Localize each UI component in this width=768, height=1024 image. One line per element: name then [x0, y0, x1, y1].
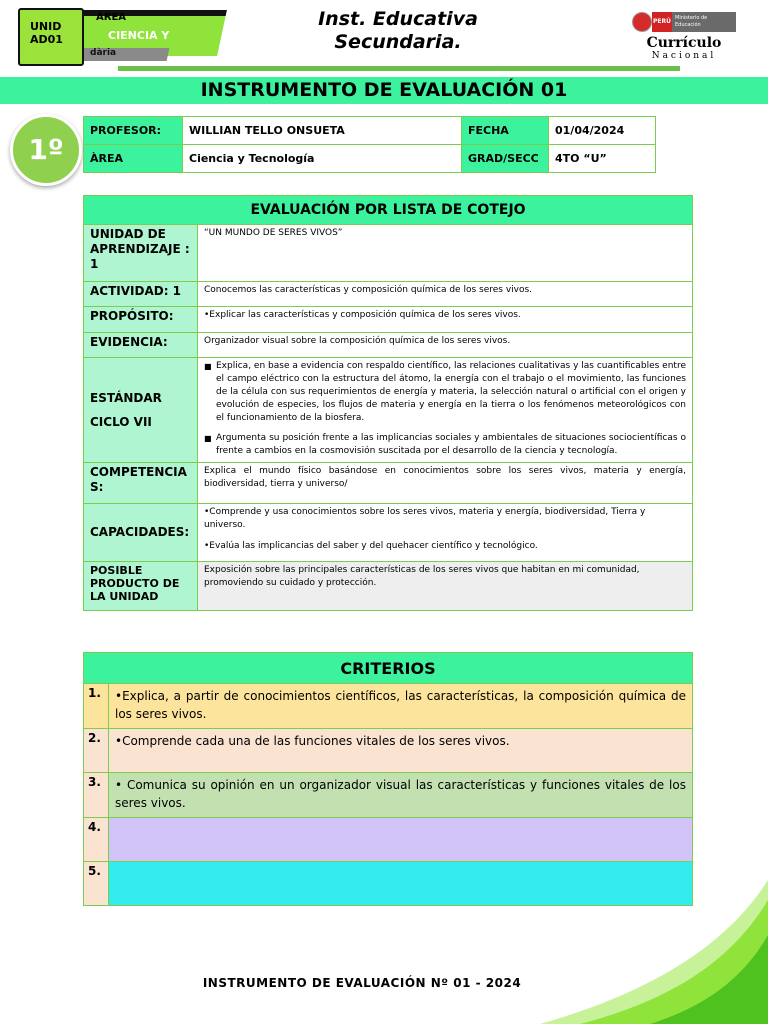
- school-name: Inst. Educativa Secundaria.: [318, 8, 478, 53]
- area-banner-label: ÁREA: [96, 12, 127, 23]
- profesor-value: WILLIAN TELLO ONSUETA: [183, 117, 462, 145]
- criterio-number: 4.: [84, 818, 109, 862]
- peru-label: PERÚ: [652, 12, 672, 32]
- capacidades-label: CAPACIDADES:: [84, 504, 198, 562]
- ciclo-label: CICLO VII: [90, 414, 152, 429]
- logo-title: Currículo: [646, 35, 722, 51]
- criterio-number: 2.: [84, 729, 109, 773]
- area-value: Ciencia y Tecnología: [183, 145, 462, 173]
- unidad-row: [84, 225, 693, 282]
- capacidades-item: •Comprende y usa conocimientos sobre los seres vivos, materia y energía, biodiversidad, Tierra y universo.: [204, 507, 646, 530]
- peru-shield-icon: [632, 12, 652, 32]
- producto-value: Exposición sobre las principales características de los seres vivos que habitan en mi comunidad, promoviendo su cuidado y protección.: [198, 562, 693, 611]
- producto-row: [84, 562, 693, 611]
- criterio-number: 5.: [84, 862, 109, 906]
- criterio-text: •Comprende cada una de las funciones vitales de los seres vivos.: [109, 729, 693, 773]
- area-banner-bottom: dària: [90, 48, 117, 58]
- criterio-row: [84, 684, 693, 729]
- capacidades-item: •Evalúa las implicancias del saber y del quehacer científico y tecnológico.: [204, 541, 538, 551]
- footer-title: INSTRUMENTO DE EVALUACIÓN Nº 01 - 2024: [202, 976, 522, 990]
- evidencia-label: EVIDENCIA:: [84, 333, 198, 358]
- criterio-number: 3.: [84, 773, 109, 818]
- fecha-value: 01/04/2024: [549, 117, 656, 145]
- proposito-row: [84, 307, 693, 333]
- criterio-text: [109, 818, 693, 862]
- info-row: [84, 117, 656, 145]
- info-table: [83, 116, 656, 173]
- grad-value: 4TO “U”: [549, 145, 656, 173]
- criterios-table: [83, 652, 693, 906]
- capacidades-value: [198, 504, 693, 562]
- criterio-number: 1.: [84, 684, 109, 729]
- estandar-value: [198, 358, 693, 463]
- unit-badge-text: UNID AD01: [30, 20, 63, 46]
- criterios-heading: CRITERIOS: [84, 653, 693, 684]
- grade-badge: 1º: [10, 114, 82, 186]
- area-banner-value: CIENCIA Y: [108, 29, 170, 42]
- curriculo-nacional-logo: [630, 10, 738, 66]
- criterio-text: • Comunica su opinión en un organizador visual las características y funciones vitales de los seres vivos.: [109, 773, 693, 818]
- competencias-value: Explica el mundo físico basándose en conocimientos sobre los seres vivos, materia y energía, biodiversidad, tierra y universo/: [198, 463, 693, 504]
- criterio-row: [84, 818, 693, 862]
- evidencia-row: [84, 333, 693, 358]
- estandar-label-cell: [84, 358, 198, 463]
- criterio-row: [84, 773, 693, 818]
- unidad-label: UNIDAD DE APRENDIZAJE : 1: [84, 225, 198, 282]
- estandar-label: ESTÁNDAR: [90, 390, 162, 405]
- competencias-row: [84, 463, 693, 504]
- criterio-text: •Explica, a partir de conocimientos científicos, las características, la composición química de los seres vivos.: [109, 684, 693, 729]
- evaluation-table: [83, 195, 693, 611]
- estandar-item: ■ Argumenta su posición frente a las implicancias sociales y ambientales de situaciones sociocientíficas o frente a cambios en la cosmovisión suscitada por el desarrollo de la ciencia y tecnología.: [204, 432, 686, 458]
- unidad-value: “UN MUNDO DE SERES VIVOS”: [198, 225, 693, 282]
- area-label: ÀREA: [84, 145, 183, 173]
- producto-label: POSIBLE PRODUCTO DE LA UNIDAD: [84, 562, 198, 611]
- proposito-label: PROPÓSITO:: [84, 307, 198, 333]
- actividad-row: [84, 282, 693, 307]
- page-title: INSTRUMENTO DE EVALUACIÓN 01: [0, 77, 768, 104]
- ministry-label: Ministerio de Educación: [672, 12, 736, 32]
- criterios-heading-row: [84, 653, 693, 684]
- decorative-corner-swoosh: [540, 880, 768, 1024]
- estandar-row: [84, 358, 693, 463]
- info-row: [84, 145, 656, 173]
- actividad-value: Conocemos las características y composición química de los seres vivos.: [198, 282, 693, 307]
- header-divider: [118, 66, 680, 71]
- evaluation-heading: EVALUACIÓN POR LISTA DE COTEJO: [84, 196, 693, 225]
- capacidades-row: [84, 504, 693, 562]
- estandar-item: ■ Explica, en base a evidencia con respaldo científico, las relaciones cualitativas y las cuantificables entre el campo eléctrico con la estructura del átomo, la energía con el trabajo o el movimiento, las funciones de la célula con sus requerimientos de energía y materia, la selección natural o artificial con el origen y evolución de especies, los flujos de materia y energía en la tierra o los fenómenos meteorológicos con el funcionamiento de la biosfera.: [204, 360, 686, 425]
- evidencia-value: Organizador visual sobre la composición química de los seres vivos.: [198, 333, 693, 358]
- proposito-value: •Explicar las características y composición química de los seres vivos.: [198, 307, 693, 333]
- criterio-row: [84, 729, 693, 773]
- evaluation-heading-row: [84, 196, 693, 225]
- profesor-label: PROFESOR:: [84, 117, 183, 145]
- unit-badge: [18, 8, 84, 66]
- competencias-label: COMPETENCIAS:: [84, 463, 198, 504]
- grad-label: GRAD/SECC: [462, 145, 549, 173]
- fecha-label: FECHA: [462, 117, 549, 145]
- actividad-label: ACTIVIDAD: 1: [84, 282, 198, 307]
- logo-subtitle: Nacional: [651, 51, 717, 61]
